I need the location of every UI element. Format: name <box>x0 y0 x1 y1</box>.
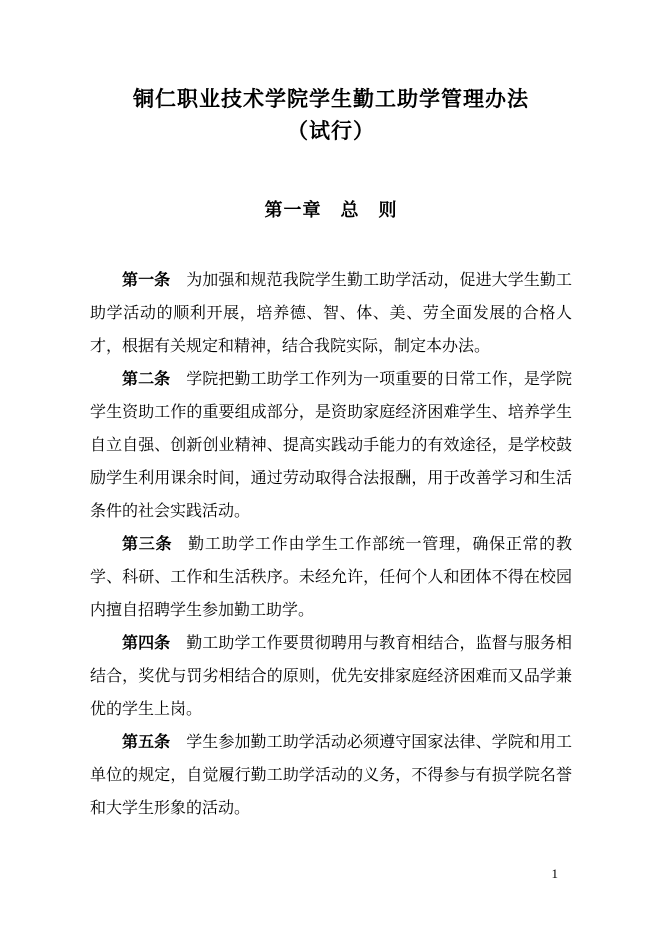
paragraph-article-3 <box>90 528 572 627</box>
page-number: 1 <box>551 866 558 881</box>
article-4-label: 第四条 <box>122 635 171 652</box>
article-5-label: 第五条 <box>122 734 171 751</box>
chapter-heading: 第一章 总 则 <box>264 200 398 220</box>
article-1-label: 第一条 <box>122 272 171 289</box>
article-4-text: 勤工助学工作要贯彻聘用与教育相结合，监督与服务相结合，奖优与罚劣相结合的原则，优先安排家庭经济困难而又品学兼优的学生上岗。 <box>90 635 572 718</box>
article-2-text: 学院把勤工助学工作列为一项重要的日常工作，是学院学生资助工作的重要组成部分，是资助家庭经济困难学生、培养学生自立自强、创新创业精神、提高实践动手能力的有效途径，是学校鼓励学生利用课余时间，通过劳动取得合法报酬，用于改善学习和生活条件的社会实践活动。 <box>90 371 572 520</box>
article-3-label: 第三条 <box>122 536 173 553</box>
article-3-text: 勤工助学工作由学生工作部统一管理，确保正常的教学、科研、工作和生活秩序。未经允许，任何个人和团体不得在校园内擅自招聘学生参加勤工助学。 <box>90 536 572 619</box>
paragraph-article-4 <box>90 627 572 726</box>
document-subtitle: （试行） <box>287 120 375 143</box>
article-5-text: 学生参加勤工助学活动必须遵守国家法律、学院和用工单位的规定，自觉履行勤工助学活动的义务，不得参与有损学院名誉和大学生形象的活动。 <box>90 734 572 817</box>
document-title: 铜仁职业技术学院学生勤工助学管理办法 <box>133 88 529 111</box>
article-2-label: 第二条 <box>122 371 171 388</box>
paragraph-article-1 <box>90 264 572 363</box>
article-1-text: 为加强和规范我院学生勤工助学活动，促进大学生勤工助学活动的顺利开展，培养德、智、体、美、劳全面发展的合格人才，根据有关规定和精神，结合我院实际，制定本办法。 <box>90 272 572 355</box>
paragraph-article-5 <box>90 726 572 825</box>
paragraph-article-2 <box>90 363 572 528</box>
document-body <box>90 264 572 825</box>
